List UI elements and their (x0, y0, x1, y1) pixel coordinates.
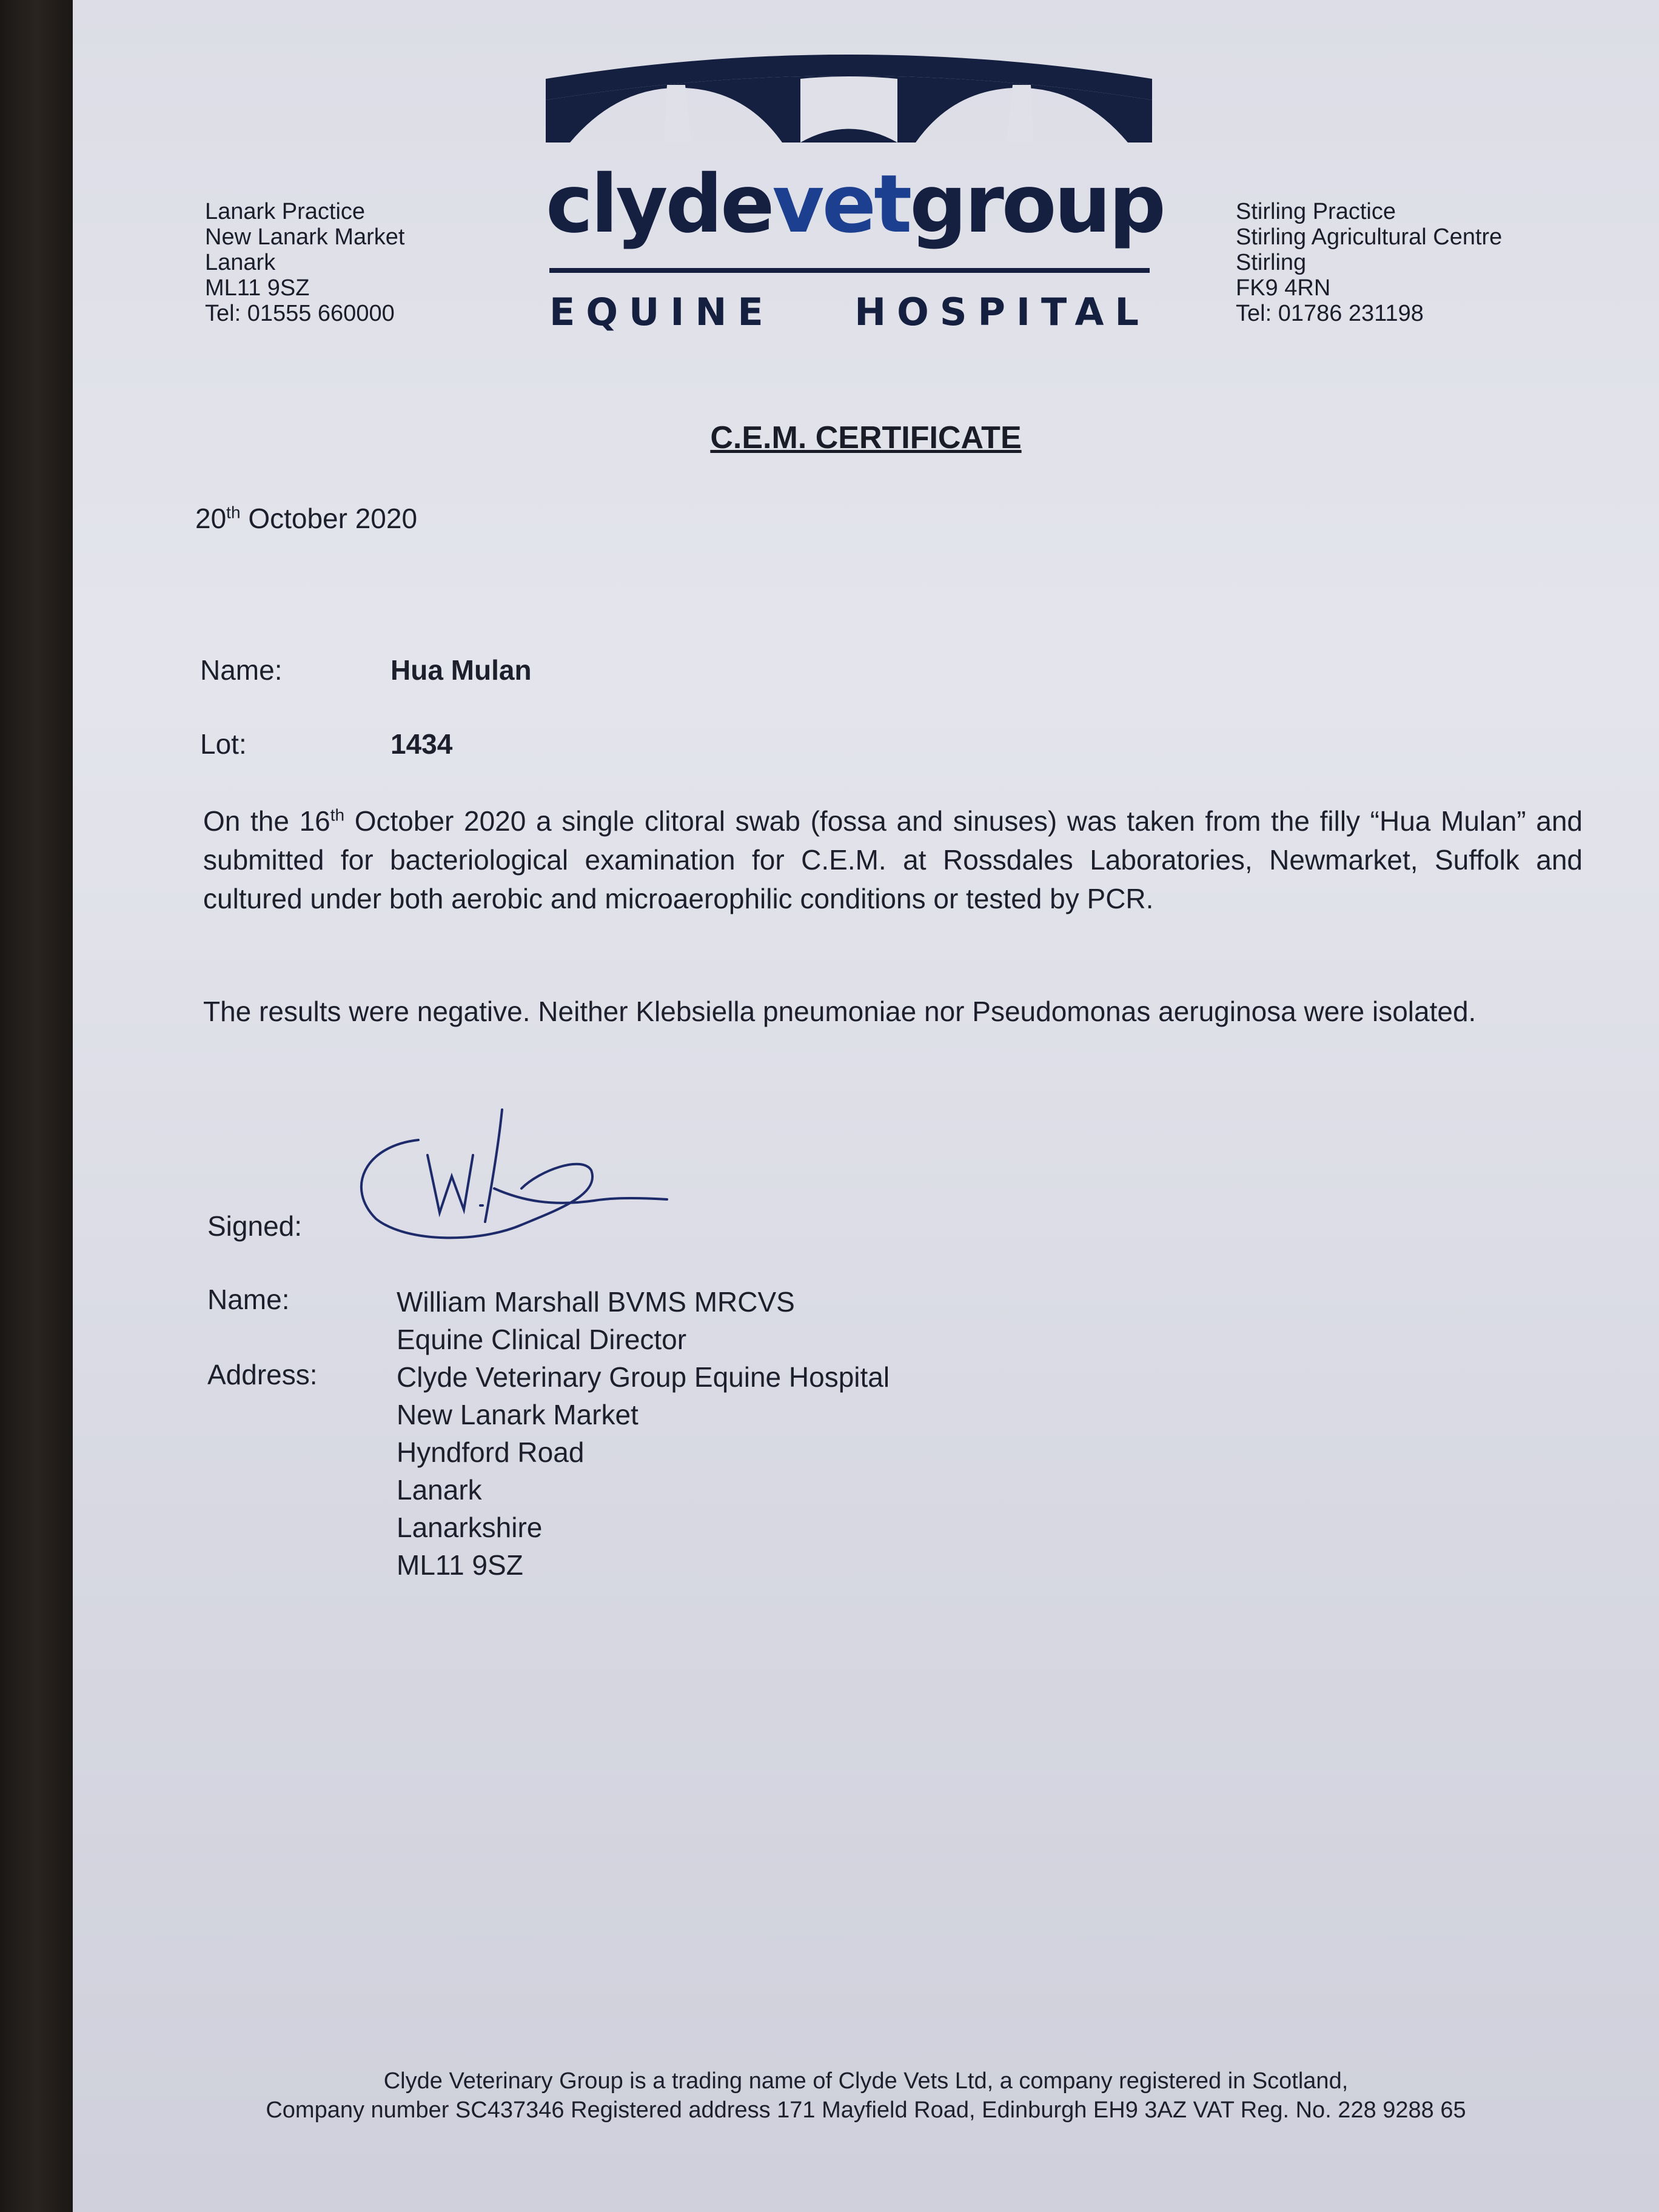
date-suffix: th (226, 503, 241, 522)
address-line: Clyde Veterinary Group Equine Hospital (397, 1361, 890, 1393)
stirling-practice-address (1236, 199, 1502, 326)
address-line: Stirling Agricultural Centre (1236, 224, 1503, 250)
certificate-page (73, 0, 1659, 2212)
name-label: Name: (200, 654, 283, 686)
signatory-address-block (397, 1358, 890, 1584)
signatory-line: William Marshall BVMS MRCVS (397, 1286, 795, 1318)
bridge-logo-icon (546, 42, 1152, 146)
certificate-date (195, 502, 417, 535)
address-label: Address: (207, 1359, 318, 1390)
address-line: New Lanark Market (397, 1399, 638, 1430)
address-line: Hyndford Road (397, 1436, 585, 1468)
lot-value: 1434 (390, 728, 453, 760)
para1-rest: October 2020 a single clitoral swab (fossa and sinuses) was taken from the filly “Hua Mulan” and submitted for bacteriological examination for C.E.M. at Rossdales Laboratories, Newmarket, Suffolk and cultured under both aerobic and microaerophilic conditions or tested by PCR. (203, 805, 1583, 914)
company-footer (73, 2066, 1659, 2125)
footer-line: Company number SC437346 Registered address 171 Mayfield Road, Edinburgh EH9 3AZ VAT Reg. No. 228 9288 65 (266, 2097, 1466, 2123)
address-line: FK9 4RN (1236, 275, 1331, 301)
address-line: Lanark (205, 250, 276, 275)
address-line: ML11 9SZ (205, 275, 310, 301)
certificate-title: C.E.M. CERTIFICATE (710, 420, 1022, 455)
address-line: Lanarkshire (397, 1512, 543, 1543)
logo-word-mid: vet (772, 158, 910, 251)
address-line: Lanark (397, 1474, 482, 1506)
address-line: Lanark Practice (205, 199, 366, 224)
results-paragraph: The results were negative. Neither Klebsiella pneumoniae nor Pseudomonas aeruginosa were isolated. (203, 996, 1476, 1027)
handwritten-signature-icon (340, 1098, 679, 1255)
logo-sub-right: HOSPITAL (854, 290, 1150, 334)
address-line: Tel: 01786 231198 (1236, 301, 1424, 326)
logo-word-right: group (910, 158, 1164, 251)
logo-sub-left: EQUINE (549, 290, 774, 334)
para1-lead: On the 16 (203, 805, 330, 837)
signatory-line: Equine Clinical Director (397, 1324, 687, 1355)
signatory-name-block (397, 1283, 795, 1358)
lot-label: Lot: (200, 728, 247, 760)
name-value: Hua Mulan (390, 654, 532, 686)
logo-divider (549, 268, 1150, 273)
address-line: Stirling (1236, 250, 1307, 275)
logo-wordmark (546, 158, 1164, 251)
date-rest: October 2020 (248, 503, 418, 534)
date-day: 20 (195, 503, 227, 534)
address-line: New Lanark Market (205, 224, 405, 250)
address-line: Tel: 01555 660000 (205, 301, 395, 326)
signatory-name-label: Name: (207, 1284, 290, 1315)
logo-subtitle (549, 290, 1150, 334)
address-line: Stirling Practice (1236, 199, 1396, 224)
lanark-practice-address (205, 199, 404, 326)
signed-label: Signed: (207, 1210, 303, 1242)
logo-word-left: clyde (546, 158, 773, 251)
para1-suffix: th (330, 805, 345, 825)
address-line: ML11 9SZ (397, 1549, 523, 1581)
swab-paragraph (203, 802, 1583, 918)
footer-line: Clyde Veterinary Group is a trading name of Clyde Vets Ltd, a company registered in Scotland, (383, 2068, 1349, 2094)
